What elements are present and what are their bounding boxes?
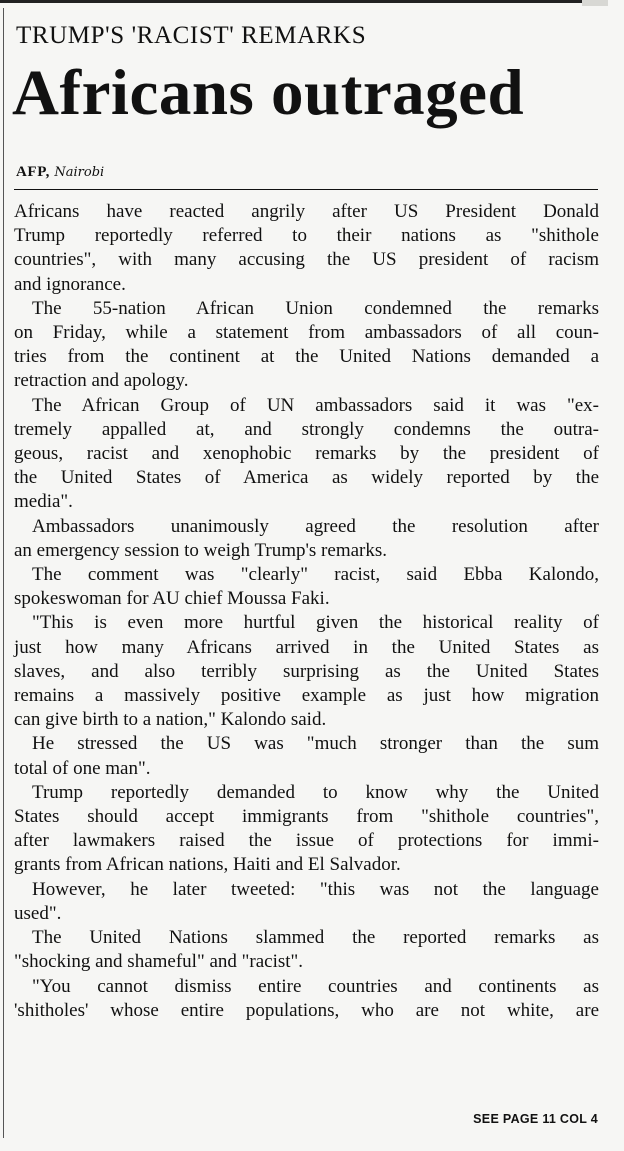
body-line: tries from the continent at the United Nations demanded a — [14, 346, 599, 368]
body-line: Trump reportedly referred to their nations as "shithole — [14, 225, 599, 247]
body-line: tremely appalled at, and strongly condemns the outra- — [14, 418, 599, 440]
body-line: The United Nations slammed the reported remarks as — [32, 927, 599, 949]
byline-agency: AFP, — [16, 164, 50, 180]
body-line: 'shitholes' whose entire populations, who are not white, are — [14, 999, 599, 1021]
body-line: "You cannot dismiss entire countries and continents as — [32, 975, 599, 997]
article-body — [14, 200, 599, 1023]
body-line: States should accept immigrants from "shithole countries", — [14, 806, 599, 828]
column-rule — [3, 8, 4, 1138]
body-line: and ignorance. — [14, 273, 126, 295]
body-line: grants from African nations, Haiti and El Salvador. — [14, 854, 401, 876]
body-line: However, he later tweeted: "this was not the language — [32, 878, 599, 900]
paper-edge — [582, 0, 608, 6]
body-line: total of one man". — [14, 757, 151, 779]
body-line: media". — [14, 491, 73, 513]
body-line: The comment was "clearly" racist, said Ebba Kalondo, — [32, 564, 599, 586]
body-line: an emergency session to weigh Trump's remarks. — [14, 539, 387, 561]
body-line: remains a massively positive example as just how migration — [14, 685, 599, 707]
body-line: "This is even more hurtful given the historical reality of — [32, 612, 599, 634]
byline-rule — [14, 189, 598, 190]
kicker: TRUMP'S 'RACIST' REMARKS — [16, 22, 367, 49]
body-line: Trump reportedly demanded to know why the United — [32, 781, 599, 803]
body-line: Africans have reacted angrily after US President Donald — [14, 201, 599, 222]
body-line: slaves, and also terribly surprising as the United States — [14, 660, 599, 682]
body-line: used". — [14, 902, 62, 924]
body-line: countries", with many accusing the US president of racism — [14, 249, 599, 271]
body-line: The 55-nation African Union condemned the remarks — [32, 297, 599, 319]
body-line: can give birth to a nation," Kalondo said. — [14, 709, 327, 731]
byline — [16, 164, 104, 181]
body-line: spokeswoman for AU chief Moussa Faki. — [14, 588, 330, 610]
headline: Africans outraged — [12, 57, 525, 129]
body-line: geous, racist and xenophobic remarks by the president of — [14, 443, 599, 465]
continuation-note: SEE PAGE 11 COL 4 — [473, 1112, 598, 1126]
top-rule — [0, 0, 590, 3]
body-line: retraction and apology. — [14, 370, 189, 392]
body-line: He stressed the US was "much stronger than the sum — [32, 733, 599, 755]
body-line: just how many Africans arrived in the United States as — [14, 636, 599, 658]
body-line: Ambassadors unanimously agreed the resolution after — [32, 515, 599, 537]
byline-city: Nairobi — [54, 165, 105, 180]
body-line: "shocking and shameful" and "racist". — [14, 951, 304, 973]
body-line: after lawmakers raised the issue of protections for immi- — [14, 830, 599, 852]
body-line: The African Group of UN ambassadors said it was "ex- — [32, 394, 599, 416]
body-line: the United States of America as widely reported by the — [14, 467, 599, 489]
body-line: on Friday, while a statement from ambassadors of all coun- — [14, 322, 599, 344]
